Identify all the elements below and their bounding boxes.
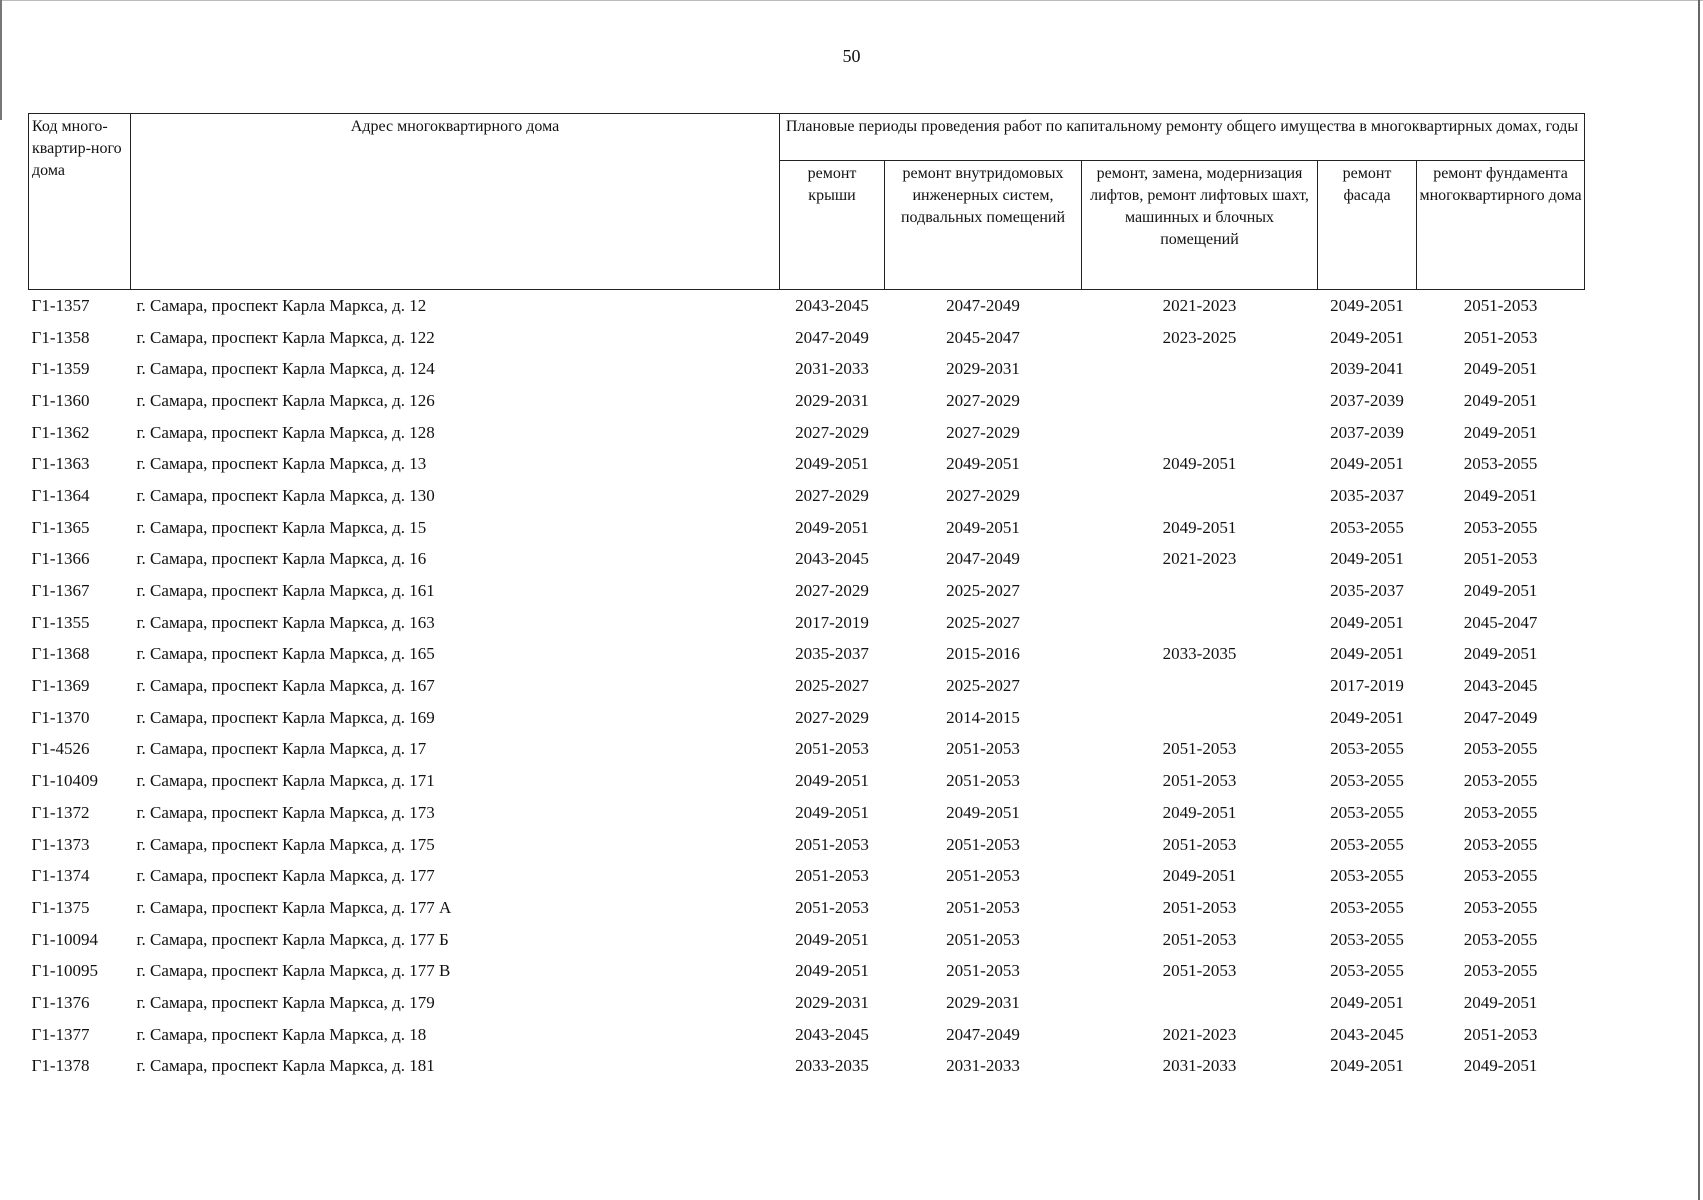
cell-lift [1082, 417, 1318, 449]
cell-roof: 2027-2029 [795, 581, 869, 601]
cell-foundation: 2053-2055 [1463, 739, 1538, 759]
table-row [29, 353, 1585, 385]
header-lift [1082, 161, 1318, 290]
cell-foundation: 2053-2055 [1463, 517, 1538, 537]
cell-roof: 2049-2051 [795, 929, 869, 949]
cell-address: г. Самара, проспект Карла Маркса, д. 122 [136, 327, 435, 347]
cell-foundation: 2049-2051 [1463, 644, 1538, 664]
header-roof [780, 161, 885, 290]
table-row [29, 322, 1585, 354]
cell-engineering: 2051-2053 [946, 771, 1020, 791]
header-code [29, 114, 131, 290]
cell-roof: 2051-2053 [795, 866, 869, 886]
cell-code: Г1-1370 [31, 707, 90, 727]
cell-code: Г1-1365 [31, 517, 90, 537]
cell-address: г. Самара, проспект Карла Маркса, д. 181 [136, 1056, 435, 1076]
table-row [29, 924, 1585, 956]
cell-foundation: 2051-2053 [1463, 295, 1538, 315]
header-address-label: Адрес многоквартирного дома [350, 118, 560, 135]
cell-address: г. Самара, проспект Карла Маркса, д. 177 А [136, 897, 452, 917]
cell-engineering: 2051-2053 [946, 834, 1020, 854]
cell-foundation: 2049-2051 [1463, 1056, 1538, 1076]
cell-address: г. Самара, проспект Карла Маркса, д. 161 [136, 581, 435, 601]
cell-facade: 2049-2051 [1330, 992, 1404, 1012]
table-row [29, 1051, 1585, 1083]
repair-schedule-table [28, 113, 1585, 1082]
cell-lift [1082, 480, 1318, 512]
cell-roof: 2031-2033 [795, 359, 869, 379]
scan-edge-right [1698, 0, 1700, 1200]
cell-foundation: 2049-2051 [1463, 422, 1538, 442]
table-row [29, 1019, 1585, 1051]
header-planned-periods-label: Плановые периоды проведения работ по капитальному ремонту общего имущества в многоквартирных домах, годы [785, 118, 1579, 135]
cell-foundation: 2051-2053 [1463, 1024, 1538, 1044]
table-row [29, 734, 1585, 766]
cell-address: г. Самара, проспект Карла Маркса, д. 175 [136, 834, 435, 854]
cell-facade: 2049-2051 [1330, 644, 1404, 664]
table-body [29, 290, 1585, 1083]
cell-foundation: 2043-2045 [1463, 676, 1538, 696]
cell-roof: 2051-2053 [795, 834, 869, 854]
cell-address: г. Самара, проспект Карла Маркса, д. 126 [136, 390, 435, 410]
table-row [29, 860, 1585, 892]
cell-facade: 2035-2037 [1330, 485, 1404, 505]
cell-facade: 2053-2055 [1330, 802, 1404, 822]
cell-facade: 2053-2055 [1330, 929, 1404, 949]
cell-lift [1082, 385, 1318, 417]
cell-foundation: 2053-2055 [1463, 929, 1538, 949]
cell-engineering: 2049-2051 [946, 517, 1020, 537]
cell-roof: 2017-2019 [795, 612, 869, 632]
cell-address: г. Самара, проспект Карла Маркса, д. 177 Б [136, 929, 449, 949]
header-roof-label: ремонт крыши [807, 165, 857, 204]
cell-code: Г1-1364 [31, 485, 90, 505]
cell-engineering: 2049-2051 [946, 802, 1020, 822]
cell-engineering: 2051-2053 [946, 897, 1020, 917]
cell-lift: 2049-2051 [1162, 517, 1237, 537]
cell-lift: 2021-2023 [1162, 1024, 1237, 1044]
cell-engineering: 2014-2015 [946, 707, 1020, 727]
cell-code: Г1-10094 [31, 929, 98, 949]
cell-roof: 2051-2053 [795, 739, 869, 759]
cell-foundation: 2051-2053 [1463, 549, 1538, 569]
cell-facade: 2049-2051 [1330, 707, 1404, 727]
header-foundation-label: ремонт фундамента многоквартирного дома [1419, 165, 1582, 204]
cell-roof: 2027-2029 [795, 422, 869, 442]
cell-address: г. Самара, проспект Карла Маркса, д. 15 [136, 517, 427, 537]
cell-code: Г1-10409 [31, 771, 98, 791]
header-engineering-label: ремонт внутридомовых инженерных систем, подвальных помещений [900, 165, 1065, 226]
cell-facade: 2053-2055 [1330, 517, 1404, 537]
cell-address: г. Самара, проспект Карла Маркса, д. 179 [136, 992, 435, 1012]
cell-lift [1082, 702, 1318, 734]
table-row [29, 702, 1585, 734]
cell-lift: 2033-2035 [1162, 644, 1237, 664]
cell-facade: 2037-2039 [1330, 390, 1404, 410]
cell-code: Г1-1378 [31, 1056, 90, 1076]
cell-address: г. Самара, проспект Карла Маркса, д. 173 [136, 802, 435, 822]
cell-roof: 2025-2027 [795, 676, 869, 696]
cell-facade: 2043-2045 [1330, 1024, 1404, 1044]
cell-engineering: 2045-2047 [946, 327, 1020, 347]
cell-lift: 2021-2023 [1162, 295, 1237, 315]
cell-lift [1082, 353, 1318, 385]
cell-engineering: 2049-2051 [946, 454, 1020, 474]
cell-address: г. Самара, проспект Карла Маркса, д. 171 [136, 771, 435, 791]
cell-code: Г1-1374 [31, 866, 90, 886]
cell-engineering: 2025-2027 [946, 581, 1020, 601]
table-row [29, 448, 1585, 480]
cell-address: г. Самара, проспект Карла Маркса, д. 167 [136, 676, 435, 696]
table-row [29, 639, 1585, 671]
cell-facade: 2049-2051 [1330, 549, 1404, 569]
cell-roof: 2027-2029 [795, 707, 869, 727]
cell-lift: 2049-2051 [1162, 454, 1237, 474]
page-number: 50 [842, 46, 861, 66]
cell-lift [1082, 987, 1318, 1019]
table-row [29, 892, 1585, 924]
cell-lift: 2051-2053 [1162, 961, 1237, 981]
cell-facade: 2053-2055 [1330, 771, 1404, 791]
cell-code: Г1-1372 [31, 802, 90, 822]
cell-engineering: 2047-2049 [946, 1024, 1020, 1044]
cell-address: г. Самара, проспект Карла Маркса, д. 17 [136, 739, 427, 759]
table-row [29, 385, 1585, 417]
cell-address: г. Самара, проспект Карла Маркса, д. 18 [136, 1024, 427, 1044]
cell-code: Г1-1355 [31, 612, 90, 632]
cell-address: г. Самара, проспект Карла Маркса, д. 16 [136, 549, 427, 569]
cell-facade: 2053-2055 [1330, 897, 1404, 917]
cell-facade: 2035-2037 [1330, 581, 1404, 601]
cell-lift: 2051-2053 [1162, 929, 1237, 949]
cell-lift: 2031-2033 [1162, 1056, 1237, 1076]
cell-address: г. Самара, проспект Карла Маркса, д. 177 [136, 866, 435, 886]
cell-facade: 2049-2051 [1330, 327, 1404, 347]
cell-facade: 2049-2051 [1330, 1056, 1404, 1076]
cell-engineering: 2051-2053 [946, 961, 1020, 981]
cell-lift: 2021-2023 [1162, 549, 1237, 569]
cell-facade: 2017-2019 [1330, 676, 1404, 696]
cell-lift: 2051-2053 [1162, 834, 1237, 854]
cell-engineering: 2027-2029 [946, 390, 1020, 410]
cell-engineering: 2051-2053 [946, 866, 1020, 886]
cell-code: Г1-1358 [31, 327, 90, 347]
table-row [29, 417, 1585, 449]
cell-foundation: 2053-2055 [1463, 897, 1538, 917]
cell-foundation: 2051-2053 [1463, 327, 1538, 347]
cell-lift: 2049-2051 [1162, 866, 1237, 886]
cell-roof: 2029-2031 [795, 390, 869, 410]
cell-address: г. Самара, проспект Карла Маркса, д. 128 [136, 422, 435, 442]
cell-facade: 2053-2055 [1330, 834, 1404, 854]
cell-lift: 2023-2025 [1162, 327, 1237, 347]
cell-roof: 2033-2035 [795, 1056, 869, 1076]
cell-foundation: 2049-2051 [1463, 992, 1538, 1012]
cell-code: Г1-1366 [31, 549, 90, 569]
cell-lift [1082, 670, 1318, 702]
cell-roof: 2049-2051 [795, 961, 869, 981]
cell-code: Г1-1373 [31, 834, 90, 854]
cell-facade: 2049-2051 [1330, 612, 1404, 632]
cell-roof: 2051-2053 [795, 897, 869, 917]
table-row [29, 607, 1585, 639]
cell-address: г. Самара, проспект Карла Маркса, д. 169 [136, 707, 435, 727]
cell-roof: 2035-2037 [795, 644, 869, 664]
cell-foundation: 2053-2055 [1463, 454, 1538, 474]
cell-address: г. Самара, проспект Карла Маркса, д. 130 [136, 485, 435, 505]
table-row [29, 765, 1585, 797]
table-row [29, 480, 1585, 512]
cell-foundation: 2047-2049 [1463, 707, 1538, 727]
cell-facade: 2053-2055 [1330, 866, 1404, 886]
cell-address: г. Самара, проспект Карла Маркса, д. 124 [136, 359, 435, 379]
table-row [29, 955, 1585, 987]
cell-facade: 2053-2055 [1330, 961, 1404, 981]
cell-engineering: 2031-2033 [946, 1056, 1020, 1076]
cell-code: Г1-1368 [31, 644, 90, 664]
cell-address: г. Самара, проспект Карла Маркса, д. 165 [136, 644, 435, 664]
cell-code: Г1-4526 [31, 739, 90, 759]
cell-roof: 2047-2049 [795, 327, 869, 347]
table-row [29, 670, 1585, 702]
cell-code: Г1-10095 [31, 961, 98, 981]
header-address [131, 114, 780, 290]
cell-foundation: 2049-2051 [1463, 359, 1538, 379]
cell-code: Г1-1360 [31, 390, 90, 410]
table-row [29, 987, 1585, 1019]
cell-facade: 2049-2051 [1330, 295, 1404, 315]
cell-facade: 2037-2039 [1330, 422, 1404, 442]
cell-code: Г1-1375 [31, 897, 90, 917]
cell-address: г. Самара, проспект Карла Маркса, д. 177 В [136, 961, 451, 981]
header-facade [1318, 161, 1417, 290]
cell-roof: 2027-2029 [795, 485, 869, 505]
cell-code: Г1-1367 [31, 581, 90, 601]
cell-engineering: 2015-2016 [946, 644, 1020, 664]
table-header [29, 114, 1585, 290]
header-lift-label: ремонт, замена, модернизация лифтов, ремонт лифтовых шахт, машинных и блочных помещений [1090, 165, 1309, 248]
cell-roof: 2049-2051 [795, 517, 869, 537]
cell-lift: 2049-2051 [1162, 802, 1237, 822]
cell-engineering: 2029-2031 [946, 992, 1020, 1012]
cell-engineering: 2051-2053 [946, 929, 1020, 949]
cell-address: г. Самара, проспект Карла Маркса, д. 163 [136, 612, 435, 632]
cell-code: Г1-1377 [31, 1024, 90, 1044]
cell-lift: 2051-2053 [1162, 739, 1237, 759]
cell-lift [1082, 607, 1318, 639]
cell-roof: 2043-2045 [795, 1024, 869, 1044]
table-row [29, 544, 1585, 576]
cell-code: Г1-1369 [31, 676, 90, 696]
cell-roof: 2043-2045 [795, 295, 869, 315]
cell-code: Г1-1359 [31, 359, 90, 379]
header-facade-label: ремонт фасада [1342, 165, 1392, 204]
cell-engineering: 2025-2027 [946, 676, 1020, 696]
header-foundation [1417, 161, 1585, 290]
cell-roof: 2029-2031 [795, 992, 869, 1012]
cell-foundation: 2053-2055 [1463, 866, 1538, 886]
cell-foundation: 2045-2047 [1463, 612, 1538, 632]
scan-border-top [0, 0, 1703, 1]
cell-address: г. Самара, проспект Карла Маркса, д. 13 [136, 454, 427, 474]
table-row [29, 575, 1585, 607]
cell-engineering: 2029-2031 [946, 359, 1020, 379]
cell-roof: 2049-2051 [795, 454, 869, 474]
table-row [29, 512, 1585, 544]
cell-facade: 2053-2055 [1330, 739, 1404, 759]
cell-foundation: 2053-2055 [1463, 802, 1538, 822]
cell-roof: 2049-2051 [795, 771, 869, 791]
cell-engineering: 2047-2049 [946, 549, 1020, 569]
cell-lift: 2051-2053 [1162, 897, 1237, 917]
table-row [29, 829, 1585, 861]
cell-engineering: 2027-2029 [946, 422, 1020, 442]
cell-code: Г1-1357 [31, 295, 90, 315]
cell-foundation: 2049-2051 [1463, 390, 1538, 410]
header-code-label: Код много-квартир-ного дома [32, 118, 122, 179]
table-row [29, 290, 1585, 322]
cell-facade: 2039-2041 [1330, 359, 1404, 379]
cell-engineering: 2047-2049 [946, 295, 1020, 315]
cell-foundation: 2049-2051 [1463, 581, 1538, 601]
cell-lift: 2051-2053 [1162, 771, 1237, 791]
cell-facade: 2049-2051 [1330, 454, 1404, 474]
cell-code: Г1-1363 [31, 454, 90, 474]
cell-engineering: 2051-2053 [946, 739, 1020, 759]
cell-address: г. Самара, проспект Карла Маркса, д. 12 [136, 295, 427, 315]
cell-code: Г1-1362 [31, 422, 90, 442]
header-planned-periods [780, 114, 1585, 161]
cell-foundation: 2053-2055 [1463, 834, 1538, 854]
cell-code: Г1-1376 [31, 992, 90, 1012]
cell-foundation: 2053-2055 [1463, 961, 1538, 981]
cell-foundation: 2049-2051 [1463, 485, 1538, 505]
header-engineering [885, 161, 1082, 290]
cell-engineering: 2027-2029 [946, 485, 1020, 505]
cell-engineering: 2025-2027 [946, 612, 1020, 632]
cell-roof: 2043-2045 [795, 549, 869, 569]
cell-lift [1082, 575, 1318, 607]
cell-roof: 2049-2051 [795, 802, 869, 822]
cell-foundation: 2053-2055 [1463, 771, 1538, 791]
table-row [29, 797, 1585, 829]
